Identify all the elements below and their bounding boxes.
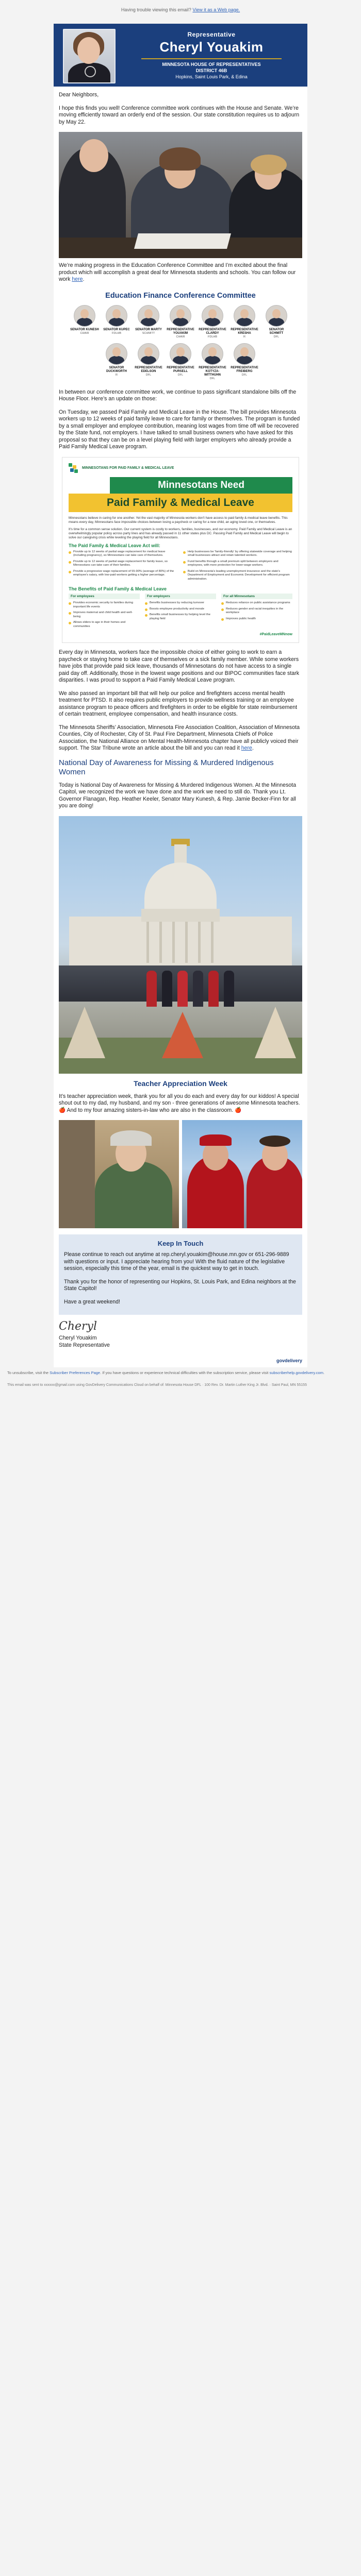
member-avatar (138, 343, 159, 365)
pfml-tagline: #PaidLeaveMNnow (259, 633, 292, 636)
email-body (54, 24, 307, 1367)
member-name: REPRESENTATIVE EDELSON (135, 366, 162, 373)
member-avatar (202, 343, 223, 365)
member-role: DFL (241, 373, 248, 377)
member-name: REPRESENTATIVE CLARDY (199, 328, 226, 335)
follow-work-link[interactable]: here (72, 276, 83, 282)
rep-portrait (63, 29, 116, 83)
district-cities: Hopkins, Saint Louis Park, & Edina (175, 74, 248, 79)
member-name: REPRESENTATIVE KOTYZA-WITTHUHN (199, 366, 226, 377)
pfml-infographic (62, 457, 299, 643)
subscriber-preferences-link[interactable]: Subscriber Preferences Page (50, 1370, 101, 1375)
member-avatar (138, 305, 159, 327)
pfml-act-left (69, 550, 178, 584)
pfml-bullet: Provide up to 12 weeks of partial wage replacement for medical leave (including pregnancy), so Minnesotans can take care of themselves. (69, 550, 178, 558)
member-name: REPRESENTATIVE KRESHA (231, 328, 258, 335)
member-name: REPRESENTATIVE YOUAKIM (167, 328, 194, 335)
pfml-bullet: Fund benefits through a small premium split between employers and employees, with more protection for lower-wage workers. (183, 560, 292, 568)
member-avatar (74, 305, 95, 327)
view-web-link[interactable]: View it as a Web page. (192, 7, 240, 12)
pfml-intro: Minnesotans believe in caring for one another. Yet the vast majority of Minnesota workers don't have access to paid family & medical leave benefits. This means every day, Minnesotans face impossible choices between losing a paycheck or caring for a new child, an aging loved one, or themselves. (69, 516, 288, 524)
keep-paragraph-3: Have a great weekend! (64, 1298, 120, 1305)
committee-member (198, 343, 227, 381)
newsletter-header (54, 24, 307, 87)
closing-title: State Representative (59, 1342, 110, 1348)
pfml-paragraph: On Tuesday, we passed Paid Family and Medical Leave in the House. The bill provides Minnesota workers up to 12 weeks of paid family leave to care for family or themselves. The program is funded by a small employer and employee contribution, meaning lost wages from time off will be recovered by the State fund, not employers. I have talked to small business owners who have asked for this proposal so that they can be on a level playing field with larger employers who already provide a Paid Family Medical Leave program. (59, 409, 300, 450)
ptsd-paragraph: We also passed an important bill that will help our police and firefighters access mental health treatment for PTSD. It also requires public employers to provide wellness training or an employee assistance program to peace officers and firefighters in order to be eligible for state reimbursement of certain treatment, employee compensation, and health insurance costs. (59, 690, 298, 717)
star-tribune-link[interactable]: here (241, 745, 252, 751)
rep-name: Cheryl Youakim (159, 39, 264, 55)
committee-member (230, 305, 259, 339)
capitol-photo (59, 816, 302, 1074)
intro-paragraph: I hope this finds you well! Conference committee work continues with the House and Senate. We’re moving efficiently toward an orderly end of the session. Our state constitution requires us to adjourn by May 22. (59, 105, 300, 125)
pfml-benefits-title: The Benefits of Paid Family & Medical Leave (69, 586, 167, 591)
member-avatar (234, 305, 255, 327)
paid-leave-paragraph: Every day in Minnesota, workers face the impossible choice of either going to work to earn a paycheck or staying home to take care of themselves or a sick family member. While some workers have jobs that provide paid sick leave, thousands of Minnesotans do not have access to a single paid day off. Additionally, those in the lowest wage positions and our BIPOC communities face stark disparities. I was proud to support a Paid Family Medical Leave program. (59, 649, 299, 683)
committee-member (230, 343, 259, 381)
member-name: REPRESENTATIVE PURSELL (167, 366, 194, 373)
committee-member (102, 343, 131, 381)
pfml-bullet: Boosts employee productivity and morale (145, 607, 216, 612)
standalone-bills-paragraph: In between our conference committee work, we continue to pass significant standalone bills off the House Floor. Here’s an update on those: (59, 388, 297, 402)
member-role: CHAIR (80, 331, 89, 335)
pfml-intro-2: It's time for a common sense solution. Our current system is costly to workers, families, businesses, and our economy. Paid Family and Medical Leave is an overwhelmingly popular policy across party lines and has already passed in 11 other states plus DC. Passing Paid Family and Medical Leave will begin to solve our caregiving crisis while leveling the playing field for all Minnesotans. (69, 527, 292, 539)
teacher-paragraph: It’s teacher appreciation week, thank you for all you do each and every day for our kiddos! A special shout out to my dad, my husband, and my son - three generations of awesome Minnesota teachers. 🍎 And to my four amazing sisters-in-law who are also in the classroom. 🍎 (59, 1093, 300, 1113)
member-avatar (170, 305, 191, 327)
committee-photo (59, 132, 302, 258)
committee-member (134, 305, 163, 339)
govdelivery-logo: govdelivery (276, 1358, 302, 1363)
keep-paragraph-1: Please continue to reach out anytime at rep.cheryl.youakim@house.mn.gov or 651-296-9889 with questions or input. I appreciate hearing from you! With the fluid nature of the legislative session, especially this time of the year, email is the quickest way to get in touch. (64, 1251, 289, 1272)
mmiw-paragraph: Today is National Day of Awareness for Missing & Murdered Indigenous Women. At the Minnesota Capitol, we recognized the work we have done and the work we need to still do. Thank you Lt. Governor Flanagan, Rep. Heather Keeler, Senator Mary Kunesh, & Rep. Jamie Becker-Finn for all you are doing! (59, 782, 297, 809)
pfml-bullet: Reduces gender and racial inequities in the workplace (221, 607, 292, 615)
pfml-banner-1: Minnesotans Need (110, 477, 292, 494)
member-avatar (106, 305, 127, 327)
closing (59, 1335, 302, 1349)
member-role: DFL (145, 373, 152, 377)
committee-member (102, 305, 131, 339)
pfml-logo-text: MINNESOTANS FOR PAID FAMILY & MEDICAL LEAVE (82, 466, 174, 470)
teacher-photo-right (182, 1120, 302, 1228)
keep-in-touch (59, 1234, 302, 1315)
member-role: CHAIR (176, 335, 185, 338)
member-name: SENATOR SCHMITT (269, 328, 284, 335)
member-avatar (202, 305, 223, 327)
rep-label: Representative (187, 31, 236, 38)
member-role: DFL (177, 373, 184, 377)
committee-members (59, 305, 302, 381)
pfml-bullet: Provide up to 12 weeks of partial wage replacement for family leave, so Minnesotans can take care of their families. (69, 560, 178, 568)
teacher-photos (59, 1120, 302, 1228)
footer-address: This email was sent to xxxxxx@gmail.com using GovDelivery Communications Cloud on behalf of: Minnesota House DFL · 100 Rev. Dr. Martin Luther King Jr. Blvd. · Saint Paul, MN 55155 (7, 1383, 307, 1387)
member-role: R (243, 335, 245, 338)
pfml-banner-2: Paid Family & Medical Leave (69, 494, 292, 512)
pfml-logo-icon (69, 463, 79, 473)
pfml-bullet: Provide a progressive wage replacement of 55-90% (average of 80%) of the employee's salary, with low-paid workers getting a higher percentage. (69, 570, 178, 578)
committee-member (134, 343, 163, 381)
pfml-bullet: Help businesses be 'family-friendly' by offering statewide coverage and helping small businesses attract and retain talented workers. (183, 550, 292, 558)
pfml-bullet: Improves public health (221, 617, 292, 621)
member-avatar (170, 343, 191, 365)
committee-member (198, 305, 227, 339)
pfml-bullet: Allows elders to age in their homes and communities (69, 621, 140, 629)
keep-title: Keep In Touch (157, 1240, 204, 1247)
preheader-text: Having trouble viewing this email? (121, 7, 191, 12)
footer-unsubscribe: To unsubscribe, visit the Subscriber Preferences Page. If you have questions or experience technical difficulties with the subscription service, please visit subscriberhelp.govdelivery.com. (7, 1370, 325, 1375)
pfml-bullet: Improves maternal and child health and well-being (69, 611, 140, 619)
pfml-benefit-column (69, 601, 140, 631)
member-name: REPRESENTATIVE FREIBERG (231, 366, 258, 373)
member-role: DFL (273, 335, 280, 338)
committee-member (70, 305, 99, 339)
member-role: FDLHB (111, 331, 122, 335)
pfml-benefit-heading: For employers (145, 594, 216, 599)
pfml-benefits-cols (69, 601, 292, 631)
pfml-act-title: The Paid Family & Medical Leave Act will: (69, 543, 160, 548)
pfml-benefits-head (69, 594, 292, 599)
pfml-benefit-column (221, 601, 292, 631)
committee-member (262, 305, 291, 339)
greeting: Dear Neighbors, (59, 92, 99, 98)
committee-title: Education Finance Conference Committee (105, 291, 256, 300)
committee-member (166, 343, 195, 381)
member-role: DFL (209, 377, 216, 380)
member-role: SCHMITT (142, 331, 155, 335)
pfml-benefit-column (145, 601, 216, 631)
pfml-benefit-heading: For employees (69, 594, 140, 599)
committee-member (166, 305, 195, 339)
subscriber-help-link[interactable]: subscriberhelp.govdelivery.com (269, 1370, 323, 1375)
keep-paragraph-2: Thank you for the honor of representing our Hopkins, St. Louis Park, and Edina neighbors at the State Capitol! (64, 1278, 296, 1292)
member-avatar (266, 305, 287, 327)
content (54, 92, 307, 1349)
education-paragraph: We’re making progress in the Education Conference Committee and I’m excited about the final product which will accomplish a great deal for Minnesota students and schools. You can follow our work here. (59, 262, 296, 282)
member-role: FDLHB (207, 335, 218, 338)
member-name: SENATOR MARTY (135, 328, 162, 331)
pfml-bullet: Benefits businesses by reducing turnover (145, 601, 216, 605)
house-name: MINNESOTA HOUSE OF REPRESENTATIVES (162, 62, 261, 67)
pfml-benefit-heading: For all Minnesotans (221, 594, 292, 599)
pfml-bullet: Benefits small businesses by helping level the playing field (145, 613, 216, 621)
member-name: SENATOR DUCKWORTH (106, 366, 127, 373)
member-name: SENATOR KUPEC (103, 328, 130, 331)
member-avatar (234, 343, 255, 365)
member-role: R (116, 373, 118, 377)
pfml-act-right (183, 550, 292, 584)
header-divider (141, 58, 282, 59)
member-name: SENATOR KUNESH (70, 328, 99, 331)
header-title-block (121, 31, 302, 80)
signature: Cheryl (59, 1320, 97, 1333)
closing-name: Cheryl Youakim (59, 1335, 97, 1341)
member-avatar (106, 343, 127, 365)
support-paragraph: The Minnesota Sheriffs’ Association, Minnesota Fire Association Coalition, Association of Minnesota Counties, City of Rochester, City of St. Paul Fire Department, Minnesota Chiefs of Police Association, the National Alliance on Mental Health-Minnesota chapter have all publicly voiced their support. The Star Tribune wrote an article about the bill and you can read it here. (59, 724, 300, 751)
pfml-bullet: Provides economic security to families during important life events (69, 601, 140, 609)
teacher-photo-left (59, 1120, 179, 1228)
mmiw-title: National Day of Awareness for Missing & Murdered Indigenous Women (59, 758, 274, 776)
teacher-title: Teacher Appreciation Week (134, 1079, 227, 1088)
pfml-bullet: Reduces reliance on public assistance programs (221, 601, 292, 605)
pfml-bullet: Build on Minnesota's leading unemployment insurance and the state's Department of Employment and Economic Development for efficient program administration. (183, 570, 292, 582)
district: DISTRICT 46B (195, 68, 227, 73)
preheader (0, 0, 361, 24)
